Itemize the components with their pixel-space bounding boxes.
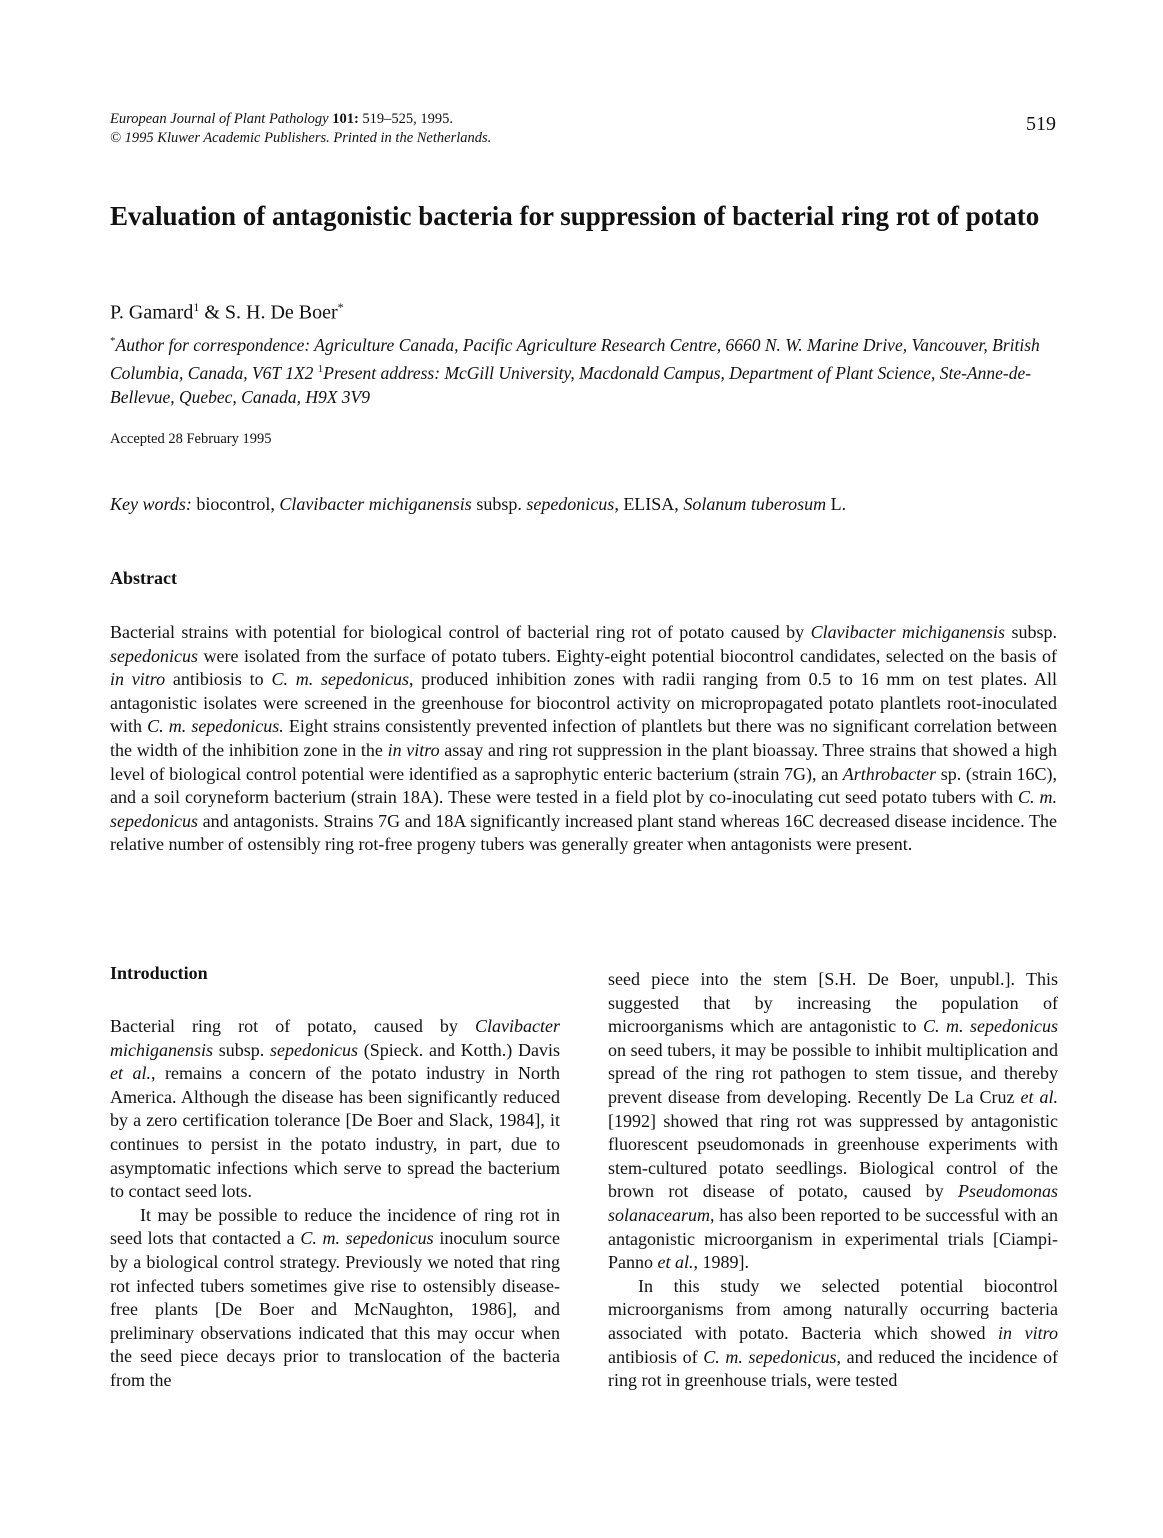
body-text: (Spieck. and Kotth.) Davis: [358, 1039, 560, 1060]
abstract-italic: C. m. sepedonicus: [271, 669, 409, 690]
body-text: , 1989].: [693, 1252, 749, 1273]
body-text: In this study we selected potential biocontrol microorganisms from among naturally occurring bacteria associated with potato. Bacteria which showed: [608, 1275, 1058, 1343]
keyword-italic: Clavibacter michiganensis: [279, 494, 472, 514]
present-address: Present address: McGill University, Macdonald Campus, Department of Plant Science, Ste-Anne-de-Bellevue, Quebec, Canada, H9X 3V9: [110, 362, 1032, 407]
body-text: Bacterial ring rot of potato, caused by: [110, 1016, 476, 1036]
body-text: It may be possible to reduce the incidence of ring rot in seed lots that contacted a: [110, 1204, 560, 1249]
body-italic: et al.: [110, 1063, 152, 1084]
body-italic: Clavibacter michiganensis: [110, 1016, 560, 1060]
body-italic: sepedonicus: [270, 1039, 359, 1060]
keyword-text: L.: [826, 494, 847, 514]
paper-title: Evaluation of antagonistic bacteria for suppression of bacterial ring rot of potato: [110, 201, 1040, 231]
affiliation: [110, 329, 1060, 409]
body-text: [1992] showed that ring rot was suppressed by antagonistic fluorescent pseudomonads in greenhouse experiments with stem-cultured potato seedlings. Biological control of the brown rot disease of potato, caused by: [608, 1110, 1058, 1202]
introduction-heading: Introduction: [110, 963, 208, 983]
page-number: 519: [1026, 113, 1056, 135]
correspondence-address: Author for correspondence: Agriculture Canada, Pacific Agriculture Research Centre, 6660 N. W. Marine Drive, Vancouver, British Columbia, Canada, V6T 1X2: [110, 334, 1040, 383]
abstract-text: assay and ring rot suppression in the plant bioassay. Three strains that showed a high level of biological control potential were identified as a saprophytic enteric bacterium (strain 7G), an: [110, 739, 1057, 784]
pages: 519–525, 1995.: [358, 111, 454, 127]
abstract-italic: in vitro: [387, 739, 440, 760]
abstract-text: antibiosis to: [165, 669, 272, 690]
body-text: , remains a concern of the potato industry in North America. Although the disease has been significantly reduced by a zero certification tolerance [De Boer and Slack, 1984], it continues to persist in the potato industry, in part, due to asymptomatic infections which serve to spread the bacterium to contact seed lots.: [110, 1063, 561, 1202]
abstract-text: sp. (strain 16C), and a soil coryneform bacterium (strain 18A). These were tested in a field plot by co-inoculating cut seed potato tubers with: [110, 763, 1057, 808]
abstract-text: subsp.: [1005, 622, 1057, 642]
abstract-text: , produced inhibition zones with radii ranging from 0.5 to 16 mm on test plates. All antagonistic isolates were screened in the greenhouse for biocontrol activity on micropropagated potato plantlets root-inoculated with: [110, 669, 1057, 737]
abstract-italic: C. m. sepedonicus.: [147, 716, 284, 737]
body-text: antibiosis of: [608, 1346, 704, 1367]
volume: 101:: [332, 111, 359, 127]
keyword-text: biocontrol,: [191, 494, 280, 514]
journal-name: European Journal of Plant Pathology: [110, 111, 329, 127]
abstract-italic: Arthrobacter: [842, 763, 937, 784]
intro-paragraph-2: [110, 1204, 560, 1393]
body-italic: Pseudomonas solanacearum: [608, 1181, 1058, 1225]
abstract-body: [110, 621, 1057, 857]
body-italic: C. m. sepedonicus: [923, 1016, 1058, 1037]
right-column: [608, 968, 1058, 1393]
journal-header: [110, 110, 491, 148]
body-text: on seed tubers, it may be possible to inhibit multiplication and spread of the ring rot pathogen to stem tissue, and thereby prevent disease from developing. Recently De La Cruz: [608, 1039, 1058, 1107]
body-text: seed piece into the stem [S.H. De Boer, unpubl.]. This suggested that by increasing the population of microorganisms which are antagonistic to: [608, 969, 1058, 1037]
intro-paragraph-1: [110, 1015, 560, 1204]
intro-paragraph-4: [608, 1275, 1058, 1393]
abstract-text: and antagonists. Strains 7G and 18A significantly increased plant stand whereas 16C decreased disease incidence. The relative number of ostensibly ring rot-free progeny tubers was generally greater when antagonists were present.: [110, 810, 1057, 855]
body-italic: et al.: [657, 1252, 694, 1273]
abstract-text: Eight strains consistently prevented infection of plantlets but there was no significant correlation between the width of the inhibition zone in the: [110, 716, 1057, 760]
abstract-italic: sepedonicus: [110, 645, 198, 666]
keywords-label: Key words:: [110, 494, 192, 514]
author-1-marker: 1: [193, 300, 200, 314]
author-line: [110, 300, 344, 325]
body-text: inoculum source by a biological control strategy. Previously we noted that ring rot infected tubers sometimes give rise to ostensibly disease-free plants [De Boer and McNaughton, 1986], and preliminary observations indicated that this may occur when the seed piece decays prior to translocation of the bacteria from the: [110, 1228, 560, 1390]
keywords: [110, 494, 846, 515]
body-text: subsp.: [213, 1039, 271, 1060]
accepted-date: Accepted 28 February 1995: [110, 431, 272, 447]
abstract-italic: in vitro: [110, 669, 166, 690]
keyword-italic: Solanum tuberosum: [683, 494, 827, 514]
author-2-marker: *: [337, 300, 344, 314]
abstract-heading: Abstract: [110, 568, 177, 588]
citation-line: [110, 110, 491, 129]
intro-paragraph-3: [608, 968, 1058, 1275]
abstract-italic: C. m. sepedonicus: [110, 787, 1057, 831]
left-column: [110, 1015, 560, 1393]
corr-marker: *: [110, 335, 116, 347]
copyright-line: © 1995 Kluwer Academic Publishers. Printed in the Netherlands.: [110, 130, 492, 146]
author-2: S. H. De Boer: [224, 301, 338, 324]
keyword-italic: sepedonicus: [526, 494, 615, 514]
body-text: , has also been reported to be successful with an antagonistic microorganism in experimental trials [Ciampi-Panno: [608, 1204, 1058, 1273]
abstract-text: Bacterial strains with potential for biological control of bacterial ring rot of potato caused by: [110, 622, 811, 642]
body-italic: C. m. sepedonicus: [703, 1346, 837, 1367]
author-1: P. Gamard: [110, 301, 194, 324]
abstract-text: were isolated from the surface of potato tubers. Eighty-eight potential biocontrol candidates, selected on the basis of: [197, 645, 1057, 666]
body-italic: et al.: [1020, 1086, 1058, 1107]
body-italic: in vitro: [998, 1322, 1058, 1343]
body-text: , and reduced the incidence of ring rot in greenhouse trials, were tested: [608, 1346, 1058, 1391]
present-marker: 1: [317, 362, 324, 375]
author-separator: &: [199, 301, 225, 324]
body-italic: C. m. sepedonicus: [300, 1228, 434, 1249]
keyword-text: subsp.: [471, 494, 527, 514]
abstract-italic: Clavibacter michiganensis: [810, 622, 1006, 642]
keyword-text: , ELISA,: [614, 494, 684, 514]
